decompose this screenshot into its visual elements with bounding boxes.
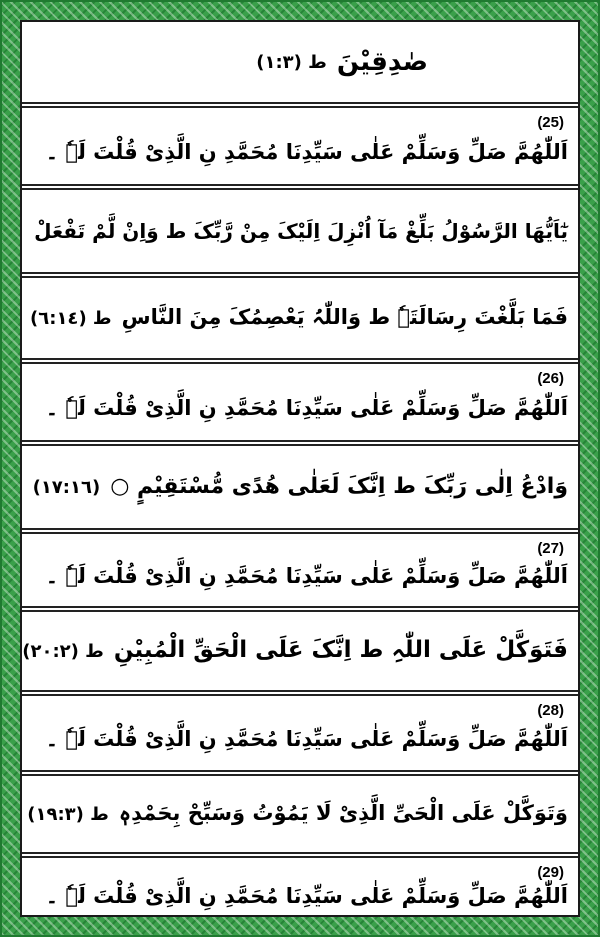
durood-row-25: [22, 108, 578, 190]
verse-row-2: [22, 278, 578, 364]
verse-reference: ط (٢٠:٢): [22, 640, 104, 662]
item-number: (28): [537, 702, 564, 719]
durood-text: اَللّٰھُمَّ صَلِّ وَسَلِّمْ عَلٰی سَیِّدِنَا مُحَمَّدِ نِ الَّذِیْ قُلْتَ لَہٗ ۔: [45, 564, 568, 589]
verse-text: صٰدِقِيْنَ: [336, 46, 428, 77]
item-number: (27): [537, 540, 564, 557]
durood-row-29: [22, 858, 578, 921]
durood-row-28: [22, 696, 578, 776]
durood-text: اَللّٰھُمَّ صَلِّ وَسَلِّمْ عَلٰی سَیِّدِنَا مُحَمَّدِ نِ الَّذِیْ قُلْتَ لَہٗ ۔: [45, 140, 568, 165]
durood-row-26: [22, 364, 578, 446]
verse-row-3: [22, 446, 578, 534]
verse-row-1: [22, 190, 578, 278]
durood-text: اَللّٰھُمَّ صَلِّ وَسَلِّمْ عَلٰی سَیِّدِنَا مُحَمَّدِ نِ الَّذِیْ قُلْتَ لَہٗ ۔: [45, 727, 568, 752]
item-number: (29): [537, 864, 564, 881]
durood-row-27: [22, 534, 578, 612]
verse-text: فَمَا بَلَّغْتَ رِسَالَتَہٗ ط وَاللّٰہُ یَعْصِمُکَ مِنَ النَّاسِ: [121, 305, 568, 330]
verse-row-5: [22, 776, 578, 858]
item-number: (25): [537, 114, 564, 131]
durood-text: اَللّٰھُمَّ صَلِّ وَسَلِّمْ عَلٰی سَیِّدِنَا مُحَمَّدِ نِ الَّذِیْ قُلْتَ لَہٗ ۔: [45, 396, 568, 421]
item-number: (26): [537, 370, 564, 387]
verse-text: وَتَوَکَّلْ عَلَی الْحَیِّ الَّذِیْ لَا یَمُوْتُ وَسَبِّحْ بِحَمْدِہٖ: [118, 801, 568, 826]
verse-reference: ط (٦:١٤): [30, 307, 112, 329]
verse-reference: ط (١:٣): [256, 51, 327, 73]
page-content: [20, 20, 580, 917]
verse-reference: ط (١٩:٣): [27, 803, 109, 825]
durood-text: اَللّٰھُمَّ صَلِّ وَسَلِّمْ عَلٰی سَیِّدِنَا مُحَمَّدِ نِ الَّذِیْ قُلْتَ لَہٗ ۔: [45, 883, 568, 908]
verse-text: فَتَوَکَّلْ عَلَی اللّٰہِ ط اِنَّکَ عَلَی الْحَقِّ الْمُبِیْنِ: [113, 637, 568, 664]
verse-text: یٰٓاَیُّھَا الرَّسُوْلُ بَلِّغْ مَآ اُنْزِلَ اِلَیْکَ مِنْ رَّبِّکَ ط وَاِنْ لَّمْ تَفْعَلْ: [34, 219, 568, 243]
verse-row-4: [22, 612, 578, 696]
verse-text: وَادْعُ اِلٰی رَبِّکَ ط اِنَّکَ لَعَلٰی ھُدًی مُّسْتَقِیْمٍ ○: [110, 473, 568, 499]
verse-row-0: [22, 22, 578, 108]
verse-reference: (١٧:١٦): [32, 476, 101, 498]
